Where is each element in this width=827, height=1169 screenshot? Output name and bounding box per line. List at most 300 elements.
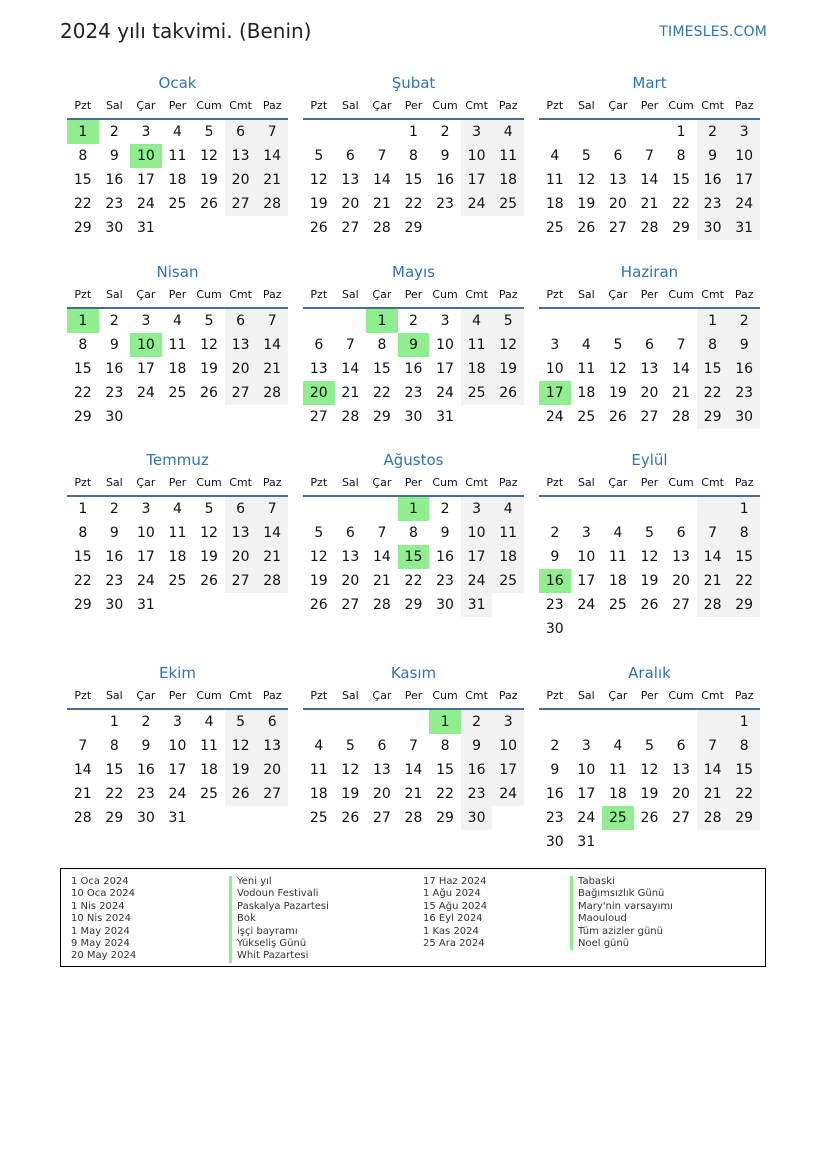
month-11 [303,662,524,830]
weekday-label: Paz [262,689,282,702]
empty-cell [366,710,398,734]
weekday-label: Cum [432,476,458,489]
weekday-label: Per [404,99,423,112]
day-cell: 28 [697,806,729,830]
empty-cell [697,830,729,854]
day-cell: 26 [309,220,328,236]
weekday-header [539,471,760,497]
day-cell: 24 [728,192,760,216]
day-cell: 21 [256,168,288,192]
week-row [67,806,288,830]
empty-cell [602,710,634,734]
weekday-label: Pzt [74,476,92,489]
day-cell: 10 [136,525,155,541]
day-cell: 30 [545,834,564,850]
day-cell: 1 [728,497,760,521]
day-cell: 3 [581,738,591,754]
holiday-date: 16 Eyl 2024 [423,913,483,925]
day-cell: 24 [168,786,187,802]
weekday-label: Sal [105,476,123,489]
week-row [539,710,760,734]
day-cell: 5 [204,501,214,517]
holiday-name: Mary'nin varsayımı [570,901,673,913]
day-cell: 18 [309,786,328,802]
day-cell: 6 [345,525,355,541]
weekday-label: Sal [577,288,595,301]
empty-cell [461,216,493,240]
day-cell: 2 [697,120,729,144]
day-cell: 2 [409,313,418,329]
day-cell: 8 [377,337,387,353]
week-row [539,144,760,168]
day-cell: 26 [640,810,659,826]
week-row [303,521,524,545]
day-cell: 27 [309,409,328,425]
day-cell: 28 [697,593,729,617]
day-cell: 5 [314,148,324,164]
weekday-label: Pzt [310,689,328,702]
day-cell: 4 [492,497,524,521]
month-4 [67,261,288,429]
month-name: Kasım [390,664,437,682]
weekday-label: Cmt [465,689,488,702]
week-row [539,333,760,357]
day-cell: 26 [309,597,328,613]
empty-cell [67,710,99,734]
week-row [539,120,760,144]
day-cell: 27 [225,192,257,216]
week-row [539,758,760,782]
week-row [539,309,760,333]
week-row [67,405,288,429]
day-cell: 29 [73,220,92,236]
weekday-label: Cmt [229,99,252,112]
day-cell: 5 [581,148,591,164]
day-cell: 16 [105,361,124,377]
day-cell: 17 [492,758,524,782]
day-cell: 15 [436,762,454,778]
day-cell: 25 [492,569,524,593]
week-row [67,120,288,144]
day-cell: 6 [613,148,623,164]
day-cell: 5 [613,337,623,353]
day-cell: 9 [109,337,119,353]
day-cell: 3 [141,124,151,140]
empty-cell [398,710,430,734]
day-cell: 22 [404,573,423,589]
day-cell: 15 [73,549,92,565]
day-cell: 10 [168,738,187,754]
day-cell: 7 [256,309,288,333]
day-cell: 4 [613,738,623,754]
day-cell: 16 [461,758,493,782]
day-cell: 30 [136,810,155,826]
day-cell: 6 [345,148,355,164]
day-cell: 23 [545,597,564,613]
day-cell: 20 [608,196,627,212]
week-row [303,593,524,617]
holiday-date: 10 Nis 2024 [71,913,131,925]
week-row [303,144,524,168]
weekday-label: Sal [105,689,123,702]
week-row [303,333,524,357]
day-cell: 26 [200,385,218,401]
day-cell: 10 [545,361,564,377]
day-cell: 29 [404,597,423,613]
empty-cell [602,830,634,854]
holiday-name: Noel günü [570,938,673,950]
empty-cell [162,216,194,240]
day-cell: 6 [225,120,257,144]
weekday-header [67,684,288,710]
day-cell: 11 [168,337,187,353]
week-row [67,357,288,381]
empty-cell [492,216,524,240]
empty-cell [335,120,367,144]
day-cell: 6 [377,738,387,754]
empty-cell [634,497,666,521]
day-cell: 11 [200,738,218,754]
holiday-name: işçi bayramı [229,926,329,938]
day-cell: 1 [398,497,430,521]
day-cell: 24 [136,573,155,589]
week-row [539,192,760,216]
holiday-date: 1 Oca 2024 [71,876,129,887]
weekday-label: Çar [136,689,156,702]
day-cell: 13 [341,549,360,565]
day-cell: 19 [200,361,218,377]
day-cell: 13 [672,762,690,778]
day-cell: 6 [645,337,654,353]
day-cell: 11 [492,521,524,545]
weekday-label: Sal [341,288,359,301]
day-cell: 20 [225,357,257,381]
day-cell: 11 [545,172,564,188]
day-cell: 2 [440,124,450,140]
empty-cell [602,497,634,521]
day-cell: 18 [608,573,627,589]
day-cell: 21 [372,196,391,212]
week-row [539,497,760,521]
month-5 [303,261,524,429]
day-cell: 31 [168,810,187,826]
day-cell: 16 [545,786,564,802]
day-cell: 20 [303,381,335,405]
day-cell: 27 [608,220,627,236]
weekday-label: Çar [372,476,392,489]
weekday-label: Paz [498,288,518,301]
weekday-label: Cmt [465,476,488,489]
day-cell: 29 [404,220,423,236]
day-cell: 8 [440,738,450,754]
week-row [67,545,288,569]
day-cell: 4 [173,501,182,517]
week-row [303,309,524,333]
day-cell: 26 [200,573,218,589]
day-cell: 22 [728,782,760,806]
day-cell: 19 [640,573,659,589]
day-cell: 22 [73,573,92,589]
day-cell: 6 [225,309,257,333]
weekday-label: Per [640,288,659,301]
day-cell: 26 [577,220,596,236]
week-row [67,216,288,240]
day-cell: 14 [404,762,423,778]
day-cell: 8 [409,525,418,541]
weekday-label: Cmt [465,288,488,301]
empty-cell [728,830,760,854]
day-cell: 25 [492,192,524,216]
day-cell: 1 [67,309,99,333]
day-cell: 14 [697,545,729,569]
day-cell: 13 [372,762,391,778]
day-cell: 25 [309,810,328,826]
day-cell: 15 [728,758,760,782]
day-cell: 10 [728,144,760,168]
week-row [67,710,288,734]
weekday-label: Paz [498,689,518,702]
empty-cell [256,806,288,830]
day-cell: 21 [697,782,729,806]
day-cell: 18 [168,361,187,377]
weekday-label: Per [168,288,187,301]
month-name: Mart [632,74,667,92]
day-cell: 11 [492,144,524,168]
day-cell: 19 [200,172,218,188]
day-cell: 5 [645,738,654,754]
month-6 [539,261,760,429]
day-cell: 29 [105,810,124,826]
weekday-label: Çar [608,288,628,301]
day-cell: 24 [136,385,155,401]
week-row [539,545,760,569]
day-cell: 31 [436,409,454,425]
day-cell: 17 [136,549,155,565]
day-cell: 17 [577,786,596,802]
day-cell: 7 [256,497,288,521]
empty-cell [256,216,288,240]
day-cell: 29 [672,220,690,236]
weekday-label: Pzt [546,689,564,702]
day-cell: 28 [73,810,92,826]
day-cell: 28 [256,192,288,216]
day-cell: 5 [225,710,257,734]
holiday-name: Maouloud [570,913,673,925]
empty-cell [634,120,666,144]
week-row [539,216,760,240]
weekday-label: Cmt [701,99,724,112]
day-cell: 21 [256,545,288,569]
week-row [67,782,288,806]
day-cell: 3 [581,525,591,541]
holiday-name: Vodoun Festivali [229,888,329,900]
day-cell: 4 [613,525,623,541]
day-cell: 8 [728,521,760,545]
day-cell: 25 [577,409,596,425]
empty-cell [602,120,634,144]
weekday-label: Çar [372,288,392,301]
holiday-dates-left [71,876,136,963]
holiday-name: Whit Pazartesi [229,950,329,962]
day-cell: 5 [645,525,654,541]
day-cell: 7 [256,120,288,144]
day-cell: 24 [577,597,596,613]
empty-cell [697,497,729,521]
empty-cell [492,405,524,429]
day-cell: 18 [492,168,524,192]
weekday-label: Cmt [229,476,252,489]
day-cell: 17 [728,168,760,192]
day-cell: 23 [136,786,155,802]
day-cell: 11 [608,762,627,778]
month-name: Aralık [628,664,671,682]
week-row [303,381,524,405]
day-cell: 3 [728,120,760,144]
brand-link[interactable]: TIMESLES.COM [659,24,767,40]
empty-cell [697,617,729,641]
day-cell: 3 [173,714,182,730]
day-cell: 20 [640,385,659,401]
day-cell: 26 [608,409,627,425]
day-cell: 3 [461,497,493,521]
empty-cell [366,120,398,144]
day-cell: 17 [461,545,493,569]
empty-cell [162,405,194,429]
weekday-label: Cmt [701,288,724,301]
day-cell: 22 [436,786,454,802]
week-row [67,734,288,758]
day-cell: 13 [256,734,288,758]
day-cell: 5 [204,124,214,140]
day-cell: 16 [404,361,423,377]
day-cell: 20 [225,545,257,569]
day-cell: 27 [225,569,257,593]
day-cell: 12 [200,525,218,541]
holiday-date: 1 Nis 2024 [71,900,125,912]
day-cell: 4 [550,148,560,164]
weekday-header [539,94,760,120]
empty-cell [539,710,571,734]
day-cell: 15 [697,357,729,381]
day-cell: 19 [640,786,659,802]
weekday-label: Cum [432,689,458,702]
day-cell: 5 [314,525,324,541]
day-cell: 27 [256,782,288,806]
day-cell: 27 [341,220,360,236]
day-cell: 10 [461,144,493,168]
day-cell: 12 [309,549,328,565]
day-cell: 2 [109,501,119,517]
day-cell: 2 [440,501,450,517]
day-cell: 24 [461,569,493,593]
day-cell: 16 [728,357,760,381]
day-cell: 18 [492,545,524,569]
page-title: 2024 yılı takvimi. (Benin) [60,19,312,43]
empty-cell [492,806,524,830]
day-cell: 12 [200,148,218,164]
day-cell: 24 [436,385,454,401]
day-cell: 22 [672,196,690,212]
day-cell: 14 [256,144,288,168]
day-cell: 15 [105,762,124,778]
day-cell: 31 [461,593,493,617]
day-cell: 23 [461,782,493,806]
day-cell: 1 [109,714,119,730]
empty-cell [335,710,367,734]
day-cell: 10 [577,549,596,565]
weekday-label: Cum [432,99,458,112]
day-cell: 25 [168,573,187,589]
day-cell: 31 [728,216,760,240]
day-cell: 21 [341,385,360,401]
day-cell: 16 [539,569,571,593]
day-cell: 17 [168,762,187,778]
day-cell: 19 [200,549,218,565]
weekday-label: Çar [372,99,392,112]
day-cell: 22 [105,786,124,802]
day-cell: 20 [256,758,288,782]
day-cell: 14 [640,172,659,188]
day-cell: 12 [608,361,627,377]
month-name: Haziran [620,263,679,281]
weekday-label: Sal [105,288,123,301]
day-cell: 31 [136,597,155,613]
holiday-date: 10 Oca 2024 [71,888,136,900]
weekday-label: Paz [734,689,754,702]
day-cell: 18 [545,196,564,212]
day-cell: 7 [676,337,686,353]
day-cell: 1 [67,120,99,144]
month-2 [303,72,524,240]
weekday-header [303,94,524,120]
day-cell: 11 [168,148,187,164]
day-cell: 14 [672,361,690,377]
weekday-label: Cmt [229,689,252,702]
weekday-label: Çar [136,288,156,301]
weekday-label: Cmt [229,288,252,301]
day-cell: 7 [377,148,387,164]
empty-cell [303,309,335,333]
empty-cell [634,309,666,333]
day-cell: 21 [640,196,659,212]
day-cell: 21 [404,786,423,802]
day-cell: 14 [697,758,729,782]
day-cell: 19 [225,758,257,782]
weekday-header [303,684,524,710]
week-row [67,497,288,521]
day-cell: 10 [436,337,454,353]
day-cell: 29 [728,593,760,617]
day-cell: 12 [309,172,328,188]
day-cell: 21 [697,569,729,593]
day-cell: 29 [73,597,92,613]
day-cell: 21 [73,786,92,802]
week-row [303,758,524,782]
weekday-label: Pzt [546,288,564,301]
week-row [539,617,760,641]
day-cell: 10 [492,734,524,758]
week-row [303,806,524,830]
day-cell: 3 [141,313,151,329]
weekday-label: Paz [262,99,282,112]
weekday-label: Pzt [310,476,328,489]
day-cell: 12 [200,337,218,353]
day-cell: 28 [372,220,391,236]
day-cell: 27 [341,597,360,613]
weekday-header [67,94,288,120]
day-cell: 9 [461,734,493,758]
holiday-name: Yeni yıl [229,876,329,888]
